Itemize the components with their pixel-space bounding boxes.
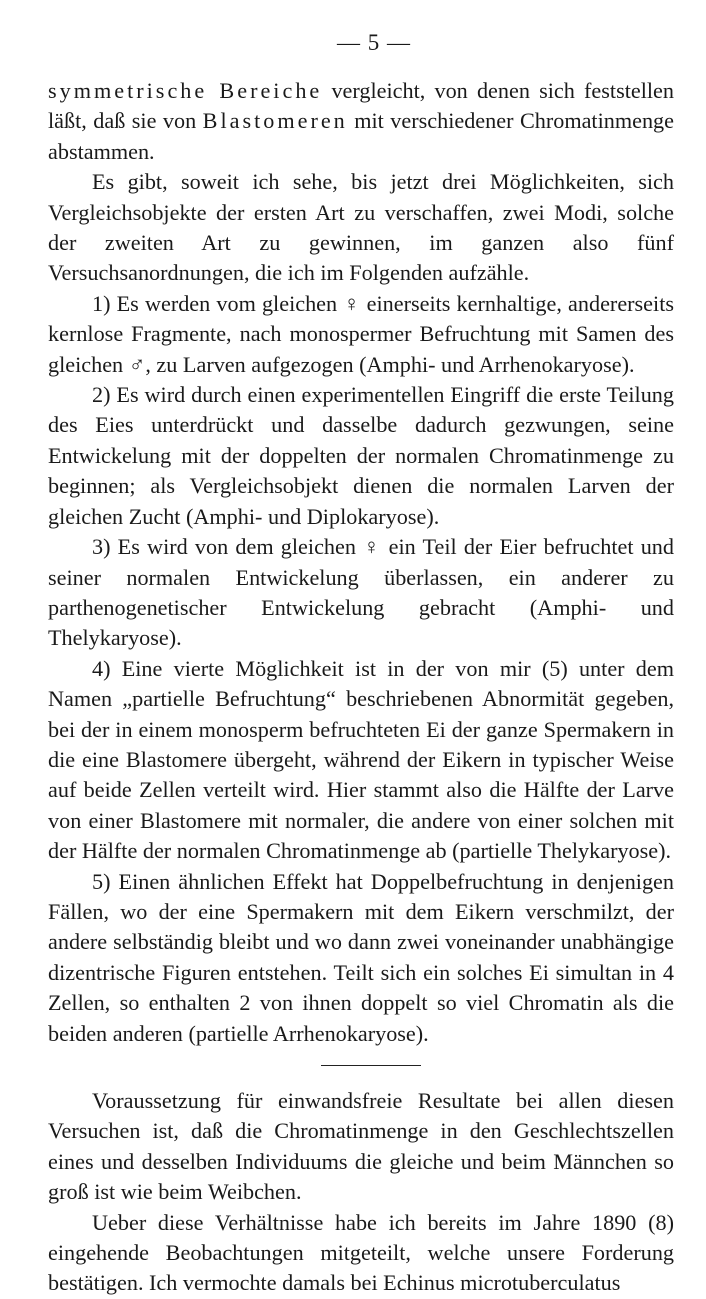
text-run: mit verschiedener Chromatinmenge abstammen. (48, 108, 674, 164)
text-run: vergleicht, von denen sich feststellen läßt, daß sie von (48, 78, 674, 134)
paragraph-p7 (48, 1086, 674, 1208)
section-divider (321, 1065, 421, 1066)
text-run: Es gibt, soweit ich sehe, bis jetzt drei Möglichkeiten, sich Vergleichsobjekte der ersten Art zu verschaffen, zwei Modi, solche der zweiten Art zu gewinnen, im ganzen also fünf Versuchsanordnungen, die ich im Folgenden aufzähle. (48, 169, 674, 286)
text-run: 5) Einen ähnlichen Effekt hat Doppelbefruchtung in denjenigen Fällen, wo der eine Spermakern mit dem Eikern verschmilzt, der andere selbständig bleibt und wo dann zwei voneinander unabhängige dizentrische Figuren entstehen. Teilt sich ein solches Ei simultan in 4 Zellen, so enthalten 2 von ihnen doppelt so viel Chromatin als die beiden anderen (partielle Arrhenokaryose). (48, 868, 674, 1046)
text-run: Ueber diese Verhältnisse habe ich bereits im Jahre 1890 (8) eingehende Beobachtungen mitgeteilt, welche unsere Forderung bestätigen. Ich vermochte damals bei Echinus microtuberculatus (48, 1209, 674, 1296)
paragraph-p2 (48, 289, 674, 380)
page-number: — 5 — (337, 30, 411, 55)
text-run: Voraussetzung für einwandsfreie Resultate bei allen diesen Versuchen ist, daß die Chromatinmenge in den Geschlechtszellen eines und desselben Individuums die gleiche und beim Männchen so groß ist wie beim Weibchen. (48, 1088, 674, 1205)
paragraph-p1 (48, 167, 674, 289)
spaced-term: Blastomeren (202, 108, 348, 134)
document-page (48, 30, 674, 1299)
spaced-term: symmetrische Bereiche (48, 78, 323, 103)
paragraph-p4 (48, 532, 674, 654)
paragraph-p6 (48, 867, 674, 1049)
text-run: 4) Eine vierte Möglichkeit ist in der von mir (5) unter dem Namen „partielle Befruchtung“ beschriebenen Abnormität gegeben, bei der in einem monosperm befruchteten Ei der ganze Spermakern in die eine Blastomere übergeht, während der Eikern in typischer Weise auf beide Zellen verteilt wird. Hier stammt also die Hälfte der Larve von einer Blastomere mit normaler, die andere von einer solchen mit der Hälfte der normalen Chromatinmenge ab (partielle Thelykaryose). (48, 655, 674, 864)
paragraph-p3 (48, 380, 674, 532)
paragraph-p5 (48, 654, 674, 867)
paragraph-p0 (48, 76, 674, 167)
body-text-lower (48, 1086, 674, 1299)
paragraph-p8 (48, 1208, 674, 1299)
body-text-upper (48, 76, 674, 1049)
text-run: 3) Es wird von dem gleichen ♀ ein Teil der Eier befruchtet und seiner normalen Entwickelung überlassen, ein anderer zu parthenogenetischer Entwickelung gebracht (Amphi- und Thelykaryose). (48, 534, 674, 651)
text-run: 2) Es wird durch einen experimentellen Eingriff die erste Teilung des Eies unterdrückt und dasselbe dadurch gezwungen, seine Entwickelung mit der doppelten der normalen Chromatinmenge zu beginnen; als Vergleichsobjekt dienen die normalen Larven der gleichen Zucht (Amphi- und Diplokaryose). (48, 382, 674, 529)
text-run: 1) Es werden vom gleichen ♀ einerseits kernhaltige, andererseits kernlose Fragmente, nach monospermer Befruchtung mit Samen des gleichen ♂, zu Larven aufgezogen (Amphi- und Arrhenokaryose). (48, 290, 674, 377)
